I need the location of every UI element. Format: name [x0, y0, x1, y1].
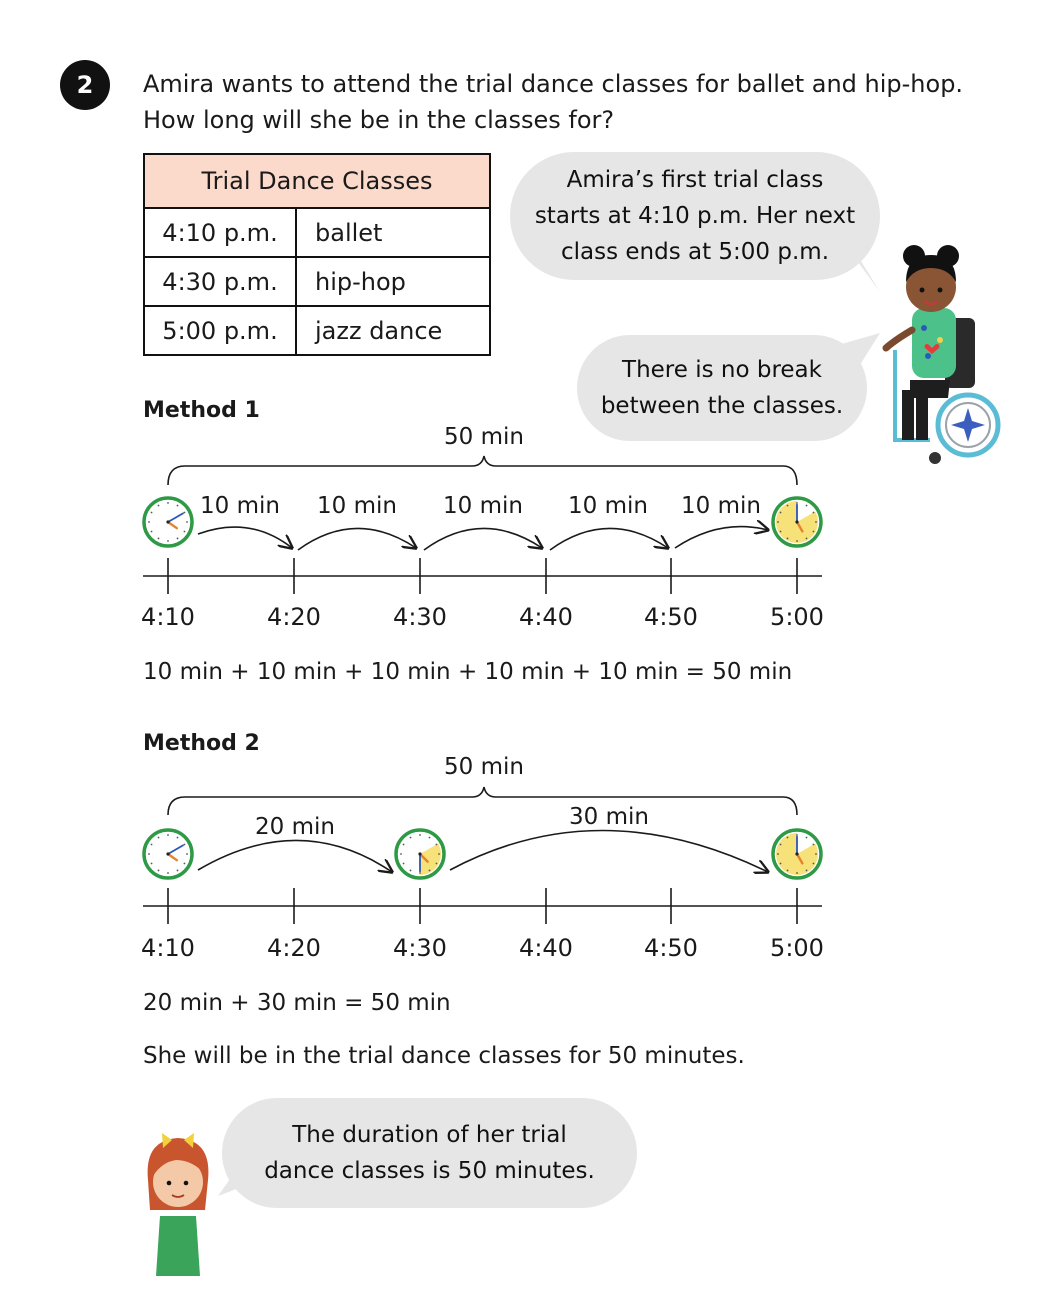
method-1-tick-label: 4:40 [519, 603, 573, 631]
clock-icon [396, 830, 444, 878]
method-1-hop-label: 10 min [317, 493, 397, 519]
bubble-top-line-1: Amira’s first trial class [566, 167, 824, 193]
method-1-tick-label: 4:30 [393, 603, 447, 631]
method-1-hop-label: 10 min [681, 493, 761, 519]
method-2-hop-label: 20 min [255, 814, 335, 840]
bubble-top-line-3: class ends at 5:00 p.m. [560, 239, 830, 265]
table-cell-time: 5:00 p.m. [144, 306, 296, 355]
bubble-bottom-line-1: The duration of her trial [292, 1122, 567, 1148]
girl-illustration [148, 1133, 209, 1276]
method-1-hop-label: 10 min [200, 493, 280, 519]
bubble-mid-line-1: There is no break [622, 357, 822, 383]
method-2-brace [168, 787, 797, 815]
table-cell-class: jazz dance [296, 306, 490, 355]
bubble-mid-line-2: between the classes. [600, 393, 844, 419]
table-cell-class: hip-hop [296, 257, 490, 306]
clock-icon [144, 498, 192, 546]
clock-icon [773, 498, 821, 546]
method-1-jump-arrows [198, 527, 768, 550]
method-1-total: 50 min [444, 424, 524, 450]
question-number-badge: 2 [60, 60, 110, 110]
method-2-number-line [143, 888, 822, 924]
method-1-number-line [143, 558, 822, 594]
conclusion-text: She will be in the trial dance classes for 50 minutes. [143, 1043, 745, 1069]
method-2-label: Method 2 [143, 731, 260, 756]
clock-icon [773, 830, 821, 878]
method-1-hop-label: 10 min [568, 493, 648, 519]
method-2-total: 50 min [444, 754, 524, 780]
table-cell-time: 4:10 p.m. [144, 208, 296, 257]
method-1-tick-label: 5:00 [770, 603, 824, 631]
method-1-tick-label: 4:20 [267, 603, 321, 631]
method-1-label: Method 1 [143, 398, 260, 423]
method-2-tick-label: 4:10 [141, 934, 195, 962]
bubble-top-tail [848, 240, 880, 292]
method-2-tick-label: 4:20 [267, 934, 321, 962]
wheelchair-girl-illustration [886, 245, 998, 464]
table-cell-class: ballet [296, 208, 490, 257]
method-2-equation: 20 min + 30 min = 50 min [143, 990, 451, 1016]
method-1-tick-label: 4:50 [644, 603, 698, 631]
bubble-mid-tail [838, 333, 880, 368]
method-1-tick-label: 4:10 [141, 603, 195, 631]
question-line-1: Amira wants to attend the trial dance classes for ballet and hip-hop. [143, 70, 964, 98]
bubble-top-line-2: starts at 4:10 p.m. Her next [534, 203, 856, 229]
bubble-bottom-tail [218, 1165, 265, 1196]
bubble-bottom-line-2: dance classes is 50 minutes. [264, 1158, 595, 1184]
method-1-hop-label: 10 min [443, 493, 523, 519]
method-2-jump-arrows [198, 830, 768, 872]
method-2-tick-label: 4:50 [644, 934, 698, 962]
question-line-2: How long will she be in the classes for? [143, 106, 615, 134]
method-2-tick-label: 4:30 [393, 934, 447, 962]
method-2-hop-label: 30 min [569, 804, 649, 830]
clock-icon [144, 830, 192, 878]
method-1-brace [168, 456, 797, 485]
method-2-tick-label: 5:00 [770, 934, 824, 962]
schedule-table-title: Trial Dance Classes [144, 154, 490, 208]
method-2-tick-label: 4:40 [519, 934, 573, 962]
method-1-equation: 10 min + 10 min + 10 min + 10 min + 10 min = 50 min [143, 659, 793, 685]
table-cell-time: 4:30 p.m. [144, 257, 296, 306]
